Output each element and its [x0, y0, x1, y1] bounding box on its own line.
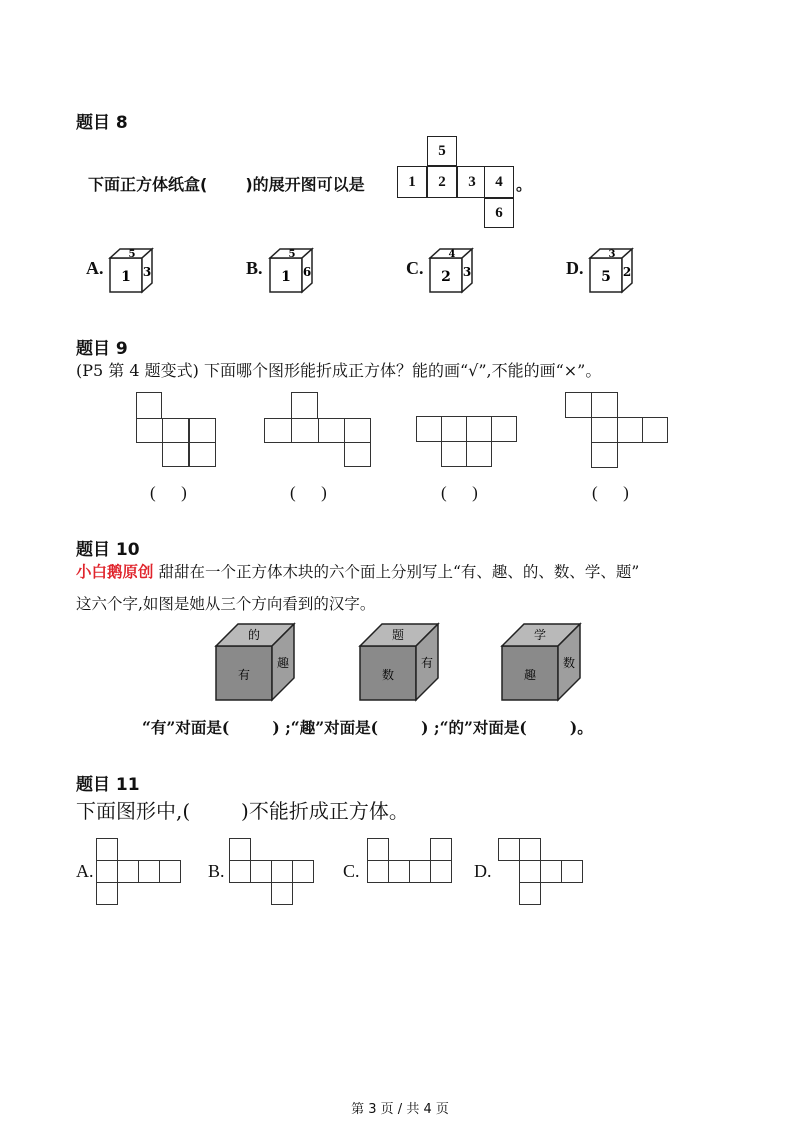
cube-right-face: 3 [462, 265, 472, 279]
q9-net-2 [264, 392, 372, 468]
cube-icon [106, 246, 158, 296]
q8-net-cell: 4 [484, 166, 514, 198]
cube-right-char: 有 [420, 656, 434, 670]
q11-heading: 题目 11 [76, 775, 140, 795]
option-label: B. [246, 258, 263, 278]
cube-right-face: 3 [142, 265, 152, 279]
q10-heading: 题目 10 [76, 540, 140, 560]
q10-cube-1 [214, 622, 296, 702]
q9-answer-blank[interactable]: ( ) [150, 483, 187, 502]
q11-net-b [229, 838, 315, 906]
cube-top-char: 学 [533, 628, 547, 642]
q8-stem-end: 。 [516, 175, 533, 194]
q11-stem: 下面图形中,( )不能折成正方体。 [76, 799, 409, 823]
q9-answer-blank[interactable]: ( ) [592, 483, 629, 502]
cube-top-face: 3 [608, 249, 616, 260]
page-footer: 第 3 页 / 共 4 页 [351, 1102, 449, 1117]
cube-front-face: 5 [601, 269, 611, 285]
q11-option-a-label[interactable]: A. [76, 861, 94, 881]
cube-front-face: 2 [441, 269, 451, 285]
cube-front-char: 有 [237, 668, 251, 682]
q9-stem: (P5 第 4 题变式) 下面哪个图形能折成正方体？能的画“√”,不能的画“×”。 [76, 361, 602, 380]
cube-right-face: 2 [622, 265, 632, 279]
option-label: A. [86, 258, 104, 278]
cube-icon [266, 246, 318, 296]
q9-net-4 [565, 392, 669, 470]
q10-stem-text: 甜甜在一个正方体木块的六个面上分别写上“有、趣、的、数、学、题” [158, 563, 640, 581]
cube-front-face: 1 [121, 269, 131, 285]
q8-heading: 题目 8 [76, 113, 128, 133]
option-label: D. [566, 258, 584, 278]
q8-option-c[interactable] [406, 246, 496, 296]
q11-option-d-label[interactable]: D. [474, 861, 492, 881]
q11-net-a [96, 838, 182, 906]
q11-option-b-label[interactable]: B. [208, 861, 225, 881]
q9-answer-blank[interactable]: ( ) [441, 483, 478, 502]
q8-stem-after: )的展开图可以是 [245, 175, 365, 194]
cube-right-char: 趣 [276, 656, 290, 670]
q8-stem-before: 下面正方体纸盒( [88, 175, 208, 194]
q8-net-cell: 2 [427, 166, 457, 198]
q8-net-cell: 3 [457, 166, 487, 198]
cube-top-face: 5 [288, 249, 296, 260]
cube-front-char: 趣 [523, 668, 537, 682]
cube-top-face: 4 [448, 249, 456, 260]
cube-top-char: 题 [391, 628, 405, 642]
q10-cube-2 [358, 622, 440, 702]
q10-answer-line[interactable]: “有”对面是( ) ;“趣”对面是( ) ;“的”对面是( )。 [142, 718, 593, 737]
q10-tag: 小白鹅原创 [76, 562, 154, 581]
q8-net-cell-top: 5 [427, 136, 457, 166]
q8-option-a[interactable] [86, 246, 176, 296]
q11-net-d [498, 838, 584, 906]
q9-heading: 题目 9 [76, 339, 128, 359]
cube-icon [586, 246, 638, 296]
q9-net-3 [416, 416, 518, 468]
q8-option-b[interactable] [246, 246, 336, 296]
q9-net-1 [136, 392, 218, 468]
q11-option-c-label[interactable]: C. [343, 861, 360, 881]
cube-icon [426, 246, 478, 296]
q10-stem-line2: 这六个字,如图是她从三个方向看到的汉字。 [76, 595, 376, 613]
q9-answer-blank[interactable]: ( ) [290, 483, 327, 502]
cube-top-face: 5 [128, 249, 136, 260]
cube-front-char: 数 [381, 668, 395, 682]
q11-net-c [367, 838, 453, 884]
cube-right-face: 6 [302, 265, 312, 279]
cube-top-char: 的 [247, 628, 261, 642]
q10-stem-line1 [76, 560, 639, 582]
q8-net-cell-bottom: 6 [484, 198, 514, 228]
q10-cube-3 [500, 622, 582, 702]
cube-front-face: 1 [281, 269, 291, 285]
q8-stem [88, 172, 365, 195]
cube-right-char: 数 [562, 656, 576, 670]
option-label: C. [406, 258, 424, 278]
q8-option-d[interactable] [566, 246, 656, 296]
q8-net-cell: 1 [397, 166, 427, 198]
